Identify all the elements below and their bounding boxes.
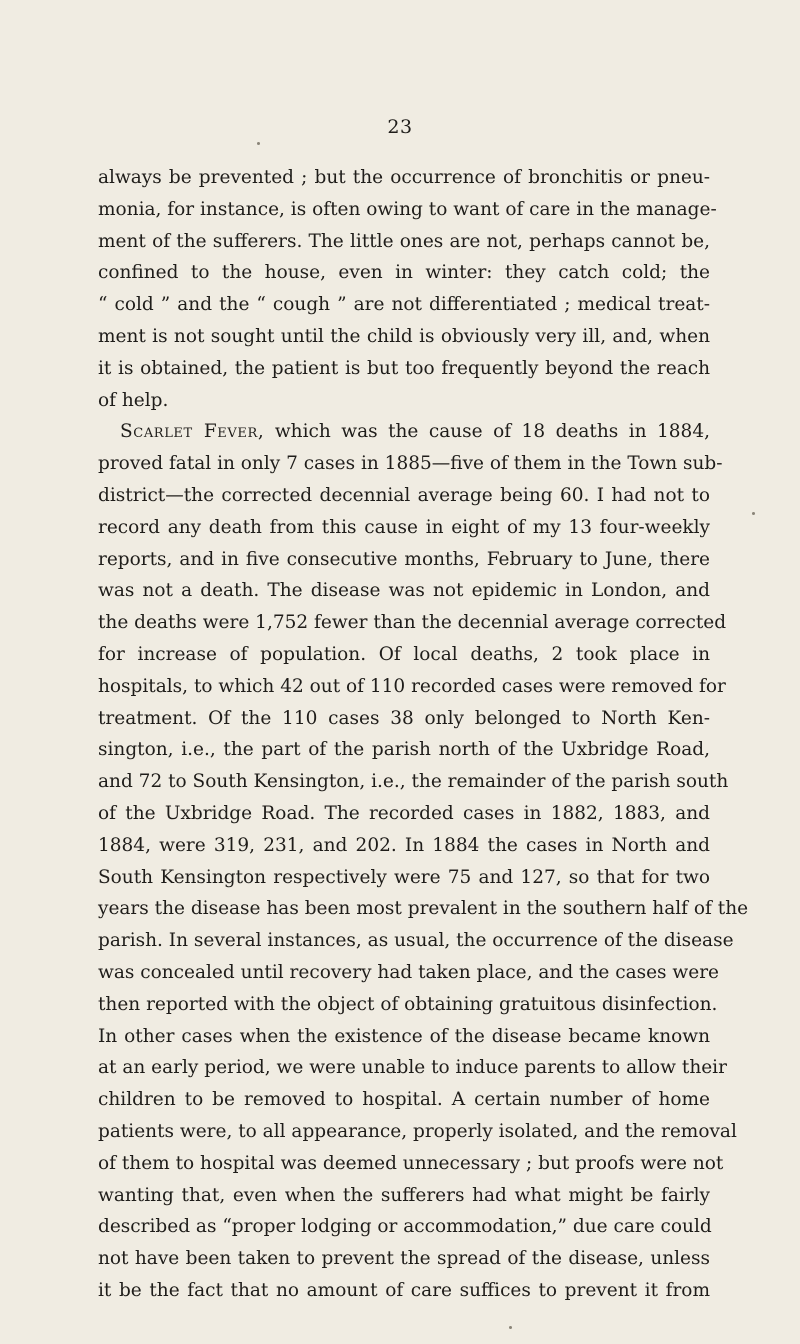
text-line: then reported with the object of obtaining gratuitous disinfection. [98,993,718,1015]
text-line: was not a death. The disease was not epidemic in London, and [98,580,710,602]
text-line: confined to the house, even in winter: they catch cold; the [98,262,710,284]
section-lead-in: Scarlet Fever, [120,421,265,443]
text-line: described as “proper lodging or accommodation,” due care could [98,1216,712,1238]
text-line: children to be removed to hospital. A certain number of home [98,1089,710,1111]
body-text [98,162,749,1307]
text-line: at an early period, we were unable to induce parents to allow their [98,1057,727,1079]
paper-speck [752,512,755,515]
paper-speck [509,1326,512,1329]
paragraph-bronchitis [98,162,717,416]
text-line: not have been taken to prevent the spread of the disease, unless [98,1248,710,1270]
text-line: record any death from this cause in eight of my 13 four-weekly [98,516,710,538]
text-line: treatment. Of the 110 cases 38 only belonged to North Ken- [98,707,710,729]
text-line: of the Uxbridge Road. The recorded cases in 1882, 1883, and [98,802,710,824]
text-line: always be prevented ; but the occurrence of bronchitis or pneu- [98,167,710,188]
text-line: South Kensington respectively were 75 and 127, so that for two [98,866,710,888]
text-line: it is obtained, the patient is but too frequently beyond the reach [98,357,710,379]
text-line: ment is not sought until the child is obviously very ill, and, when [98,325,710,347]
text-line: the deaths were 1,752 fewer than the decennial average corrected [98,612,727,634]
page-number: 23 [387,116,413,138]
text-line: hospitals, to which 42 out of 110 recorded cases were removed for [98,675,726,697]
text-line: years the disease has been most prevalent in the southern half of the [98,898,749,920]
text-line: was concealed until recovery had taken place, and the cases were [98,961,719,983]
text-line: proved fatal in only 7 cases in 1885—five of them in the Town sub- [98,453,723,475]
text-line-first [98,416,710,448]
text-line: of help. [98,389,169,411]
text-line: and 72 to South Kensington, i.e., the remainder of the parish south [98,771,729,793]
text-line: “ cold ” and the “ cough ” are not differentiated ; medical treat- [98,294,710,316]
text-line: In other cases when the existence of the disease became known [98,1025,710,1047]
text-line: monia, for instance, is often owing to want of care in the manage- [98,198,717,220]
text-line: district—the corrected decennial average being 60. I had not to [98,484,710,506]
text-line: sington, i.e., the part of the parish north of the Uxbridge Road, [98,739,710,761]
paper-speck [257,142,260,145]
text-line: reports, and in five consecutive months, February to June, there [98,548,710,570]
text-line: ment of the sufferers. The little ones are not, perhaps cannot be, [98,230,710,252]
paragraph-scarlet-fever [98,416,749,1306]
text-line: parish. In several instances, as usual, the occurrence of the disease [98,930,734,952]
text-line: it be the fact that no amount of care suffices to prevent it from [98,1279,710,1301]
text-line: 1884, were 319, 231, and 202. In 1884 the cases in North and [98,834,710,856]
first-line-rest: which was the cause of 18 deaths in 1884, [264,421,710,443]
text-line: patients were, to all appearance, properly isolated, and the removal [98,1120,737,1142]
text-line: wanting that, even when the sufferers had what might be fairly [98,1184,710,1206]
text-line: for increase of population. Of local deaths, 2 took place in [98,643,710,665]
text-line: of them to hospital was deemed unnecessary ; but proofs were not [98,1152,724,1174]
